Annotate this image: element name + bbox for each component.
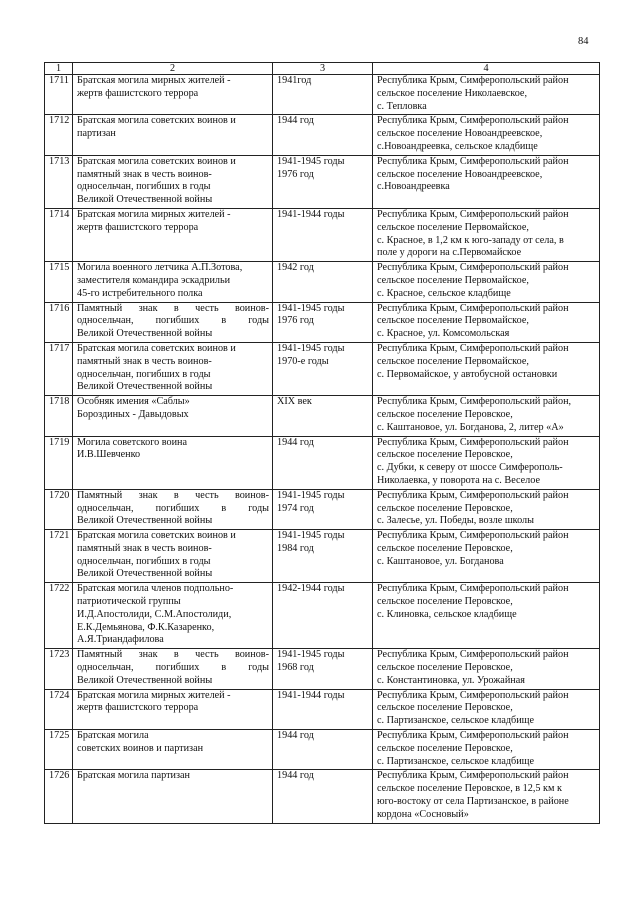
object-location-line: Республика Крым, Симферопольский район (377, 208, 569, 220)
object-name-line: односельчан, погибших в годы (77, 315, 269, 327)
object-location-line: Республика Крым, Симферопольский район (377, 649, 569, 661)
object-location-line: сельское поселение Новоандреевское, (377, 128, 543, 140)
object-date-line: 1944 год (277, 436, 314, 448)
object-date-line: 1941-1945 годы (277, 530, 345, 542)
row-number: 1714 (45, 208, 73, 261)
row-number: 1717 (45, 342, 73, 395)
object-location-line: поле у дороги на с.Первомайское (377, 247, 522, 259)
object-name-cell (73, 649, 273, 689)
object-name-cell (73, 436, 273, 489)
object-name-line: Братская могила советских воинов и (77, 530, 236, 542)
object-name-line: партизан (77, 128, 116, 140)
object-location-line: с. Красное, в 1,2 км к юго-западу от села, в (377, 234, 564, 246)
object-location-line: с.Новоандреевка (377, 181, 450, 193)
row-number: 1721 (45, 530, 73, 583)
object-date-cell (273, 649, 373, 689)
table-row (45, 155, 600, 208)
table-row (45, 583, 600, 649)
object-name-cell (73, 208, 273, 261)
object-date-cell (273, 302, 373, 342)
object-location-cell (373, 262, 600, 302)
object-location-cell (373, 342, 600, 395)
object-date-cell (273, 770, 373, 823)
object-date-line: 1941-1945 годы (277, 489, 345, 501)
object-name-line: Великой Отечественной войны (77, 194, 213, 206)
object-location-line: Республика Крым, Симферопольский район (377, 155, 569, 167)
object-date-line: 1944 год (277, 770, 314, 782)
object-date-line: 1970-е годы (277, 355, 329, 367)
object-date-cell (273, 262, 373, 302)
table-row (45, 730, 600, 770)
object-name-cell (73, 115, 273, 155)
table-row (45, 262, 600, 302)
object-name-line: Памятный знак в честь воинов- (77, 489, 269, 501)
row-number: 1719 (45, 436, 73, 489)
object-name-cell (73, 342, 273, 395)
object-location-line: Республика Крым, Симферопольский район, (377, 396, 572, 408)
object-name-line: патриотической группы (77, 596, 181, 608)
object-date-cell (273, 489, 373, 529)
object-location-cell (373, 396, 600, 436)
object-date-line: 1941-1945 годы (277, 649, 345, 661)
row-number: 1722 (45, 583, 73, 649)
object-name-cell (73, 730, 273, 770)
object-location-line: сельское поселение Перовское, (377, 502, 513, 514)
object-date-line: 1941-1944 годы (277, 208, 345, 220)
object-date-cell (273, 436, 373, 489)
table-row (45, 689, 600, 729)
object-date-cell (273, 75, 373, 115)
object-date-line: 1941-1945 годы (277, 342, 345, 354)
row-number: 1723 (45, 649, 73, 689)
object-name-cell (73, 583, 273, 649)
object-location-line: сельское поселение Перовское, (377, 662, 513, 674)
object-name-line: Братская могила мирных жителей - (77, 75, 231, 86)
object-location-line: Республика Крым, Симферопольский район (377, 302, 569, 314)
object-name-line: жертв фашистского террора (77, 702, 199, 714)
row-number: 1713 (45, 155, 73, 208)
object-name-line: памятный знак в честь воинов- (77, 168, 212, 180)
table-row (45, 302, 600, 342)
object-name-line: Памятный знак в честь воинов- (77, 302, 269, 314)
object-location-line: с. Красное, сельское кладбище (377, 287, 511, 299)
object-name-line: Великой Отечественной войны (77, 568, 213, 580)
object-location-line: юго-востоку от села Партизанское, в районе (377, 796, 569, 808)
object-location-line: Республика Крым, Симферопольский район (377, 730, 569, 742)
object-location-cell (373, 75, 600, 115)
object-name-line: Памятный знак в честь воинов- (77, 649, 269, 661)
object-date-line: 1944 год (277, 115, 314, 127)
object-location-line: с. Клиновка, сельское кладбище (377, 608, 517, 620)
table-row (45, 396, 600, 436)
table-row (45, 115, 600, 155)
object-name-line: А.Я.Триандафилова (77, 634, 164, 646)
object-date-cell (273, 689, 373, 729)
object-date-line: 1941-1945 годы (277, 155, 345, 167)
object-name-line: заместителя командира эскадрильи (77, 274, 231, 286)
object-location-line: сельское поселение Первомайское, (377, 274, 529, 286)
object-location-line: с. Каштановое, ул. Богданова (377, 555, 504, 567)
object-location-line: с. Первомайское, у автобусной остановки (377, 368, 558, 380)
object-location-cell (373, 302, 600, 342)
row-number: 1716 (45, 302, 73, 342)
object-name-cell (73, 155, 273, 208)
object-name-cell (73, 75, 273, 115)
object-name-line: Особняк имения «Саблы» (77, 396, 190, 408)
object-location-line: сельское поселение Первомайское, (377, 221, 529, 233)
object-date-line: XIX век (277, 396, 312, 408)
object-name-line: односельчан, погибших в годы (77, 368, 211, 380)
object-location-cell (373, 489, 600, 529)
object-name-line: Великой Отечественной войны (77, 328, 213, 340)
object-location-line: Республика Крым, Симферопольский район (377, 75, 569, 86)
table-row (45, 649, 600, 689)
object-name-line: Братская могила советских воинов и (77, 342, 236, 354)
row-number: 1718 (45, 396, 73, 436)
object-name-line: Е.К.Демьянова, Ф.К.Казаренко, (77, 621, 215, 633)
object-name-line: И.В.Шевченко (77, 449, 141, 461)
object-location-line: сельское поселение Первомайское, (377, 315, 529, 327)
object-date-line: 1941-1944 годы (277, 689, 345, 701)
table-row (45, 530, 600, 583)
row-number: 1724 (45, 689, 73, 729)
object-name-line: односельчан, погибших в годы (77, 502, 269, 514)
object-location-line: сельское поселение Перовское, (377, 742, 513, 754)
object-location-line: сельское поселение Николаевское, (377, 87, 528, 99)
object-location-cell (373, 689, 600, 729)
object-location-line: кордона «Сосновый» (377, 808, 469, 820)
object-name-line: памятный знак в честь воинов- (77, 542, 212, 554)
object-location-line: с. Константиновка, ул. Урожайная (377, 674, 525, 686)
object-name-line: памятный знак в честь воинов- (77, 355, 212, 367)
object-name-cell (73, 530, 273, 583)
object-date-line: 1976 год (277, 168, 314, 180)
object-location-line: с. Каштановое, ул. Богданова, 2, литер «А» (377, 421, 564, 433)
object-location-cell (373, 770, 600, 823)
object-location-line: сельское поселение Перовское, (377, 449, 513, 461)
object-date-cell (273, 583, 373, 649)
object-name-cell (73, 770, 273, 823)
object-location-line: с. Красное, ул. Комсомольская (377, 328, 510, 340)
object-name-cell (73, 302, 273, 342)
header-cell-name: 2 (73, 63, 273, 75)
object-location-line: сельское поселение Перовское, (377, 408, 513, 420)
object-location-line: с. Тепловка (377, 100, 427, 112)
object-location-line: Республика Крым, Симферопольский район (377, 583, 569, 595)
object-location-cell (373, 583, 600, 649)
object-date-cell (273, 115, 373, 155)
object-date-line: 1941-1945 годы (277, 302, 345, 314)
object-location-cell (373, 208, 600, 261)
object-name-line: Братская могила партизан (77, 770, 191, 782)
object-name-line: односельчан, погибших в годы (77, 662, 269, 674)
object-location-line: с. Залесье, ул. Победы, возле школы (377, 515, 534, 527)
header-cell-location: 4 (373, 63, 600, 75)
table-row (45, 342, 600, 395)
object-date-cell (273, 730, 373, 770)
object-location-line: Республика Крым, Симферопольский район (377, 262, 569, 274)
object-location-line: Республика Крым, Симферопольский район (377, 689, 569, 701)
table-row (45, 489, 600, 529)
object-name-cell (73, 689, 273, 729)
object-date-line: 1984 год (277, 542, 314, 554)
object-date-line: 1942-1944 годы (277, 583, 345, 595)
object-name-line: Братская могила членов подпольно- (77, 583, 234, 595)
object-name-line: Братская могила (77, 730, 149, 742)
table-row (45, 770, 600, 823)
object-location-cell (373, 436, 600, 489)
object-date-cell (273, 342, 373, 395)
object-name-line: жертв фашистского террора (77, 87, 199, 99)
object-location-line: сельское поселение Перовское, в 12,5 км к (377, 783, 562, 795)
object-location-cell (373, 730, 600, 770)
object-date-line: 1976 год (277, 315, 314, 327)
object-location-cell (373, 530, 600, 583)
header-cell-number: 1 (45, 63, 73, 75)
object-name-line: советских воинов и партизан (77, 742, 204, 754)
row-number: 1726 (45, 770, 73, 823)
page-number: 84 (578, 36, 589, 47)
header-row (45, 63, 600, 75)
heritage-registry-table (44, 62, 600, 824)
object-location-line: Республика Крым, Симферопольский район (377, 436, 569, 448)
object-location-cell (373, 155, 600, 208)
object-location-line: сельское поселение Перовское, (377, 542, 513, 554)
table-row (45, 436, 600, 489)
table-row (45, 208, 600, 261)
object-name-line: односельчан, погибших в годы (77, 181, 211, 193)
object-date-line: 1968 год (277, 662, 314, 674)
row-number: 1725 (45, 730, 73, 770)
object-date-cell (273, 530, 373, 583)
object-location-line: с.Новоандреевка, сельское кладбище (377, 140, 538, 152)
object-date-line: 1942 год (277, 262, 314, 274)
object-location-line: сельское поселение Первомайское, (377, 355, 529, 367)
object-location-line: с. Партизанское, сельское кладбище (377, 755, 535, 767)
object-name-line: И.Д.Апостолиди, С.М.Апостолиди, (77, 608, 232, 620)
object-date-line: 1974 год (277, 502, 314, 514)
object-location-line: Республика Крым, Симферопольский район (377, 489, 569, 501)
object-location-line: Республика Крым, Симферопольский район (377, 770, 569, 782)
object-name-line: Братская могила советских воинов и (77, 155, 236, 167)
object-name-line: Могила советского воина (77, 436, 188, 448)
header-cell-date: 3 (273, 63, 373, 75)
row-number: 1715 (45, 262, 73, 302)
object-date-cell (273, 396, 373, 436)
object-date-line: 1941год (277, 75, 312, 86)
object-date-cell (273, 208, 373, 261)
row-number: 1712 (45, 115, 73, 155)
object-name-cell (73, 396, 273, 436)
object-location-line: сельское поселение Перовское, (377, 702, 513, 714)
object-name-line: Великой Отечественной войны (77, 515, 213, 527)
object-name-cell (73, 489, 273, 529)
object-location-line: с. Дубки, к северу от шоссе Симферополь- (377, 462, 563, 474)
object-name-line: жертв фашистского террора (77, 221, 199, 233)
object-location-line: сельское поселение Новоандреевское, (377, 168, 543, 180)
object-name-line: 45-го истребительного полка (77, 287, 203, 299)
object-location-line: Республика Крым, Симферопольский район (377, 530, 569, 542)
object-date-cell (273, 155, 373, 208)
object-name-cell (73, 262, 273, 302)
object-name-line: Великой Отечественной войны (77, 674, 213, 686)
object-location-cell (373, 115, 600, 155)
object-location-line: с. Партизанское, сельское кладбище (377, 715, 535, 727)
object-location-line: сельское поселение Перовское, (377, 596, 513, 608)
row-number: 1720 (45, 489, 73, 529)
object-location-cell (373, 649, 600, 689)
object-name-line: односельчан, погибших в годы (77, 555, 211, 567)
object-name-line: Братская могила мирных жителей - (77, 208, 231, 220)
object-name-line: Могила военного летчика А.П.Зотова, (77, 262, 243, 274)
row-number: 1711 (45, 75, 73, 115)
object-location-line: Республика Крым, Симферопольский район (377, 115, 569, 127)
object-name-line: Братская могила советских воинов и (77, 115, 236, 127)
object-date-line: 1944 год (277, 730, 314, 742)
object-name-line: Великой Отечественной войны (77, 381, 213, 393)
object-location-line: Республика Крым, Симферопольский район (377, 342, 569, 354)
object-name-line: Бороздиных - Давыдовых (77, 408, 189, 420)
object-name-line: Братская могила мирных жителей - (77, 689, 231, 701)
table-row (45, 75, 600, 115)
object-location-line: Николаевка, у поворота на с. Веселое (377, 474, 540, 486)
